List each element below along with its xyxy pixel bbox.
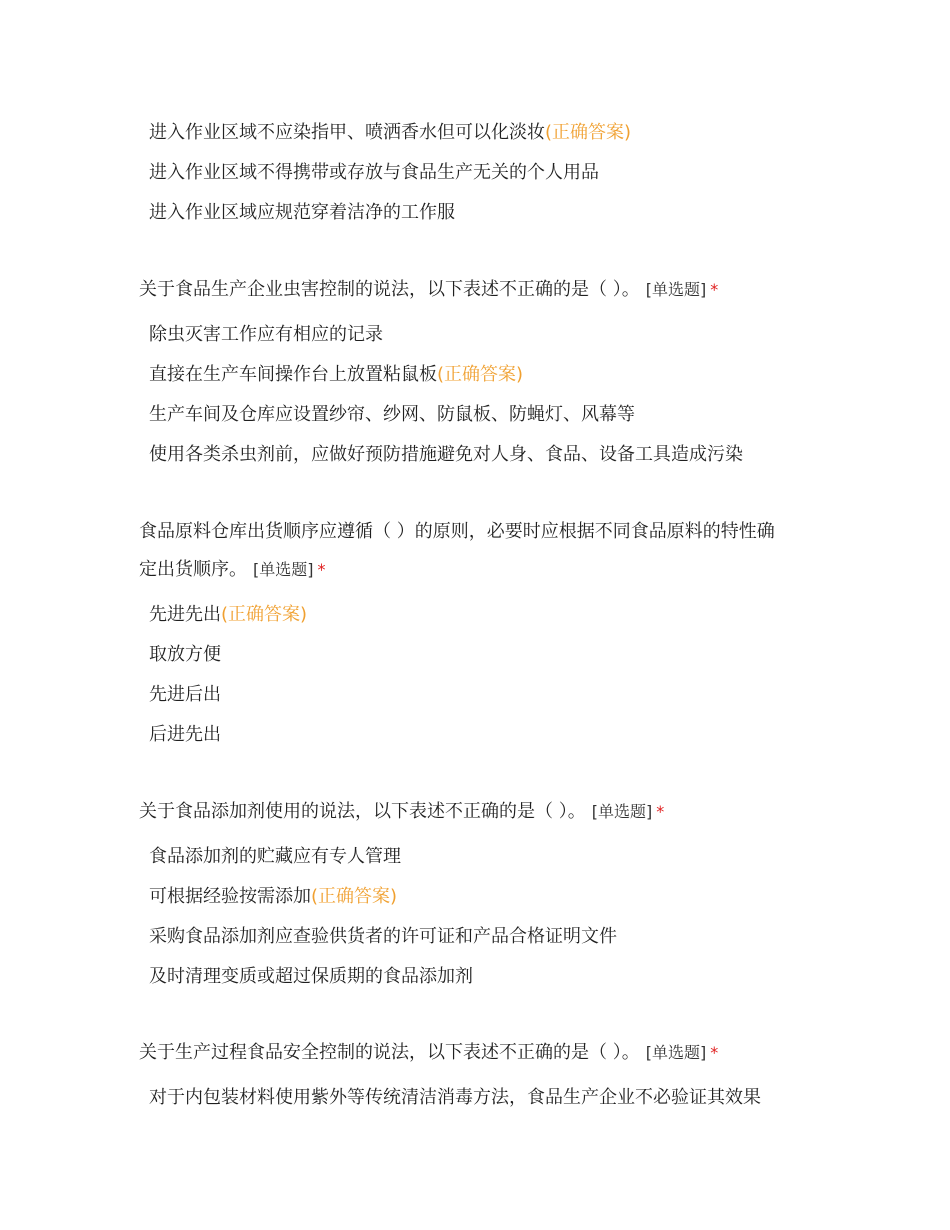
q1-option-3[interactable] xyxy=(149,403,635,427)
question-text: 定出货顺序。 xyxy=(139,559,247,580)
q1-option-2[interactable] xyxy=(149,363,523,387)
option-text: 食品添加剂的贮藏应有专人管理 xyxy=(149,846,401,867)
required-mark: * xyxy=(317,560,326,579)
option-text: 进入作业区域应规范穿着洁净的工作服 xyxy=(149,202,455,223)
q3-option-4[interactable] xyxy=(149,965,473,989)
question-type-tag: [单选题] xyxy=(645,1043,707,1062)
option-text: 先进先出 xyxy=(149,604,221,625)
q1-option-1[interactable] xyxy=(149,323,383,347)
q2-option-2[interactable] xyxy=(149,643,221,667)
option-text: 进入作业区域不应染指甲、喷洒香水但可以化淡妆 xyxy=(149,122,545,143)
option-text: 生产车间及仓库应设置纱帘、纱网、防鼠板、防蝇灯、风幕等 xyxy=(149,404,635,425)
option-text: 直接在生产车间操作台上放置粘鼠板 xyxy=(149,364,437,385)
correct-answer-label: (正确答案) xyxy=(545,122,632,143)
q1-option-4[interactable] xyxy=(149,443,743,467)
option-text: 及时清理变质或超过保质期的食品添加剂 xyxy=(149,966,473,987)
question-text: 关于生产过程食品安全控制的说法，以下表述不正确的是（ ）。 xyxy=(139,1042,640,1063)
required-mark: * xyxy=(656,802,665,821)
option-text: 除虫灭害工作应有相应的记录 xyxy=(149,324,383,345)
q2-option-3[interactable] xyxy=(149,683,221,707)
q0-option-1[interactable] xyxy=(149,121,631,145)
option-text: 取放方便 xyxy=(149,644,221,665)
option-text: 进入作业区域不得携带或存放与食品生产无关的个人用品 xyxy=(149,162,599,183)
question-type-tag: [单选题] xyxy=(645,280,707,299)
required-mark: * xyxy=(710,280,719,299)
q2-title-line2 xyxy=(139,558,326,582)
q2-option-4[interactable] xyxy=(149,723,221,747)
option-text: 先进后出 xyxy=(149,684,221,705)
q2-title-line1 xyxy=(139,520,775,544)
question-type-tag: [单选题] xyxy=(591,802,653,821)
q4-title xyxy=(139,1041,718,1065)
option-text: 采购食品添加剂应查验供货者的许可证和产品合格证明文件 xyxy=(149,926,617,947)
q4-option-1[interactable] xyxy=(149,1086,761,1110)
q0-option-2[interactable] xyxy=(149,161,599,185)
q3-title xyxy=(139,800,664,824)
correct-answer-label: (正确答案) xyxy=(221,604,308,625)
question-text: 食品原料仓库出货顺序应遵循（ ）的原则，必要时应根据不同食品原料的特性确 xyxy=(139,521,775,542)
option-text: 对于内包装材料使用紫外等传统清洁消毒方法，食品生产企业不必验证其效果 xyxy=(149,1087,761,1108)
q2-option-1[interactable] xyxy=(149,603,307,627)
question-text: 关于食品生产企业虫害控制的说法，以下表述不正确的是（ ）。 xyxy=(139,279,640,300)
question-type-tag: [单选题] xyxy=(253,560,314,579)
option-text: 后进先出 xyxy=(149,724,221,745)
option-text: 使用各类杀虫剂前，应做好预防措施避免对人身、食品、设备工具造成污染 xyxy=(149,444,743,465)
q3-option-1[interactable] xyxy=(149,845,401,869)
q3-option-3[interactable] xyxy=(149,925,617,949)
q1-title xyxy=(139,278,718,302)
q0-option-3[interactable] xyxy=(149,201,455,225)
option-text: 可根据经验按需添加 xyxy=(149,886,311,907)
required-mark: * xyxy=(710,1043,719,1062)
correct-answer-label: (正确答案) xyxy=(311,886,398,907)
q3-option-2[interactable] xyxy=(149,885,397,909)
correct-answer-label: (正确答案) xyxy=(437,364,524,385)
question-text: 关于食品添加剂使用的说法，以下表述不正确的是（ ）。 xyxy=(139,801,586,822)
